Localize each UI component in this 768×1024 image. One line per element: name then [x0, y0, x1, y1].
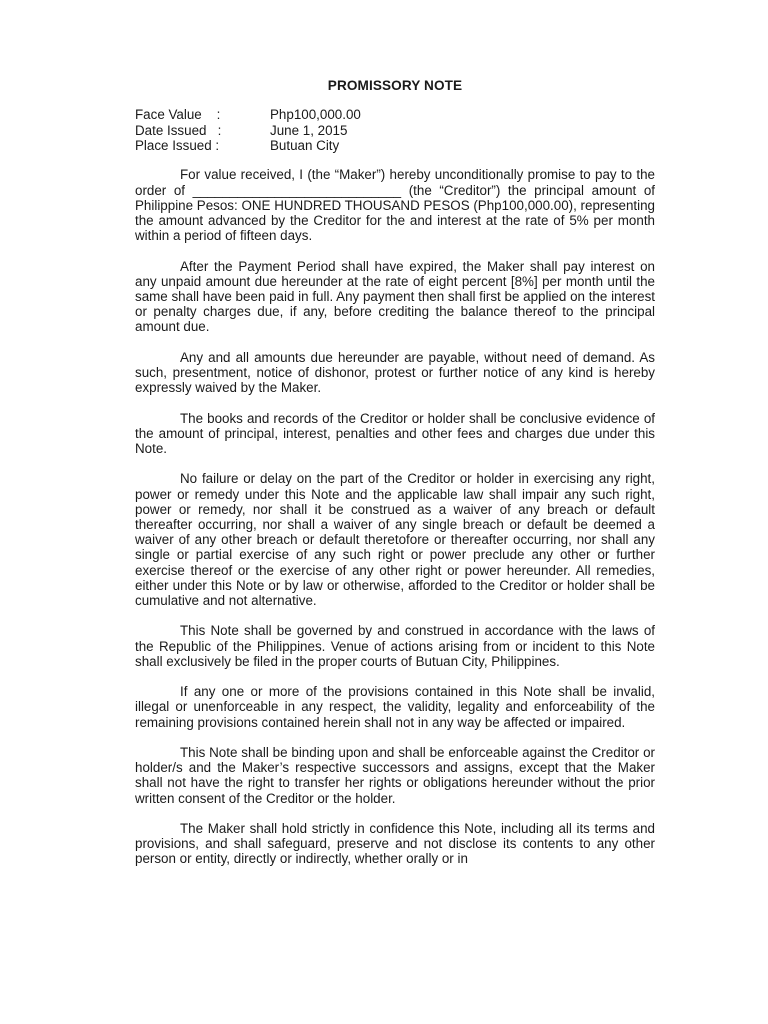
place-issued-row	[135, 138, 655, 153]
paragraph-no-waiver: No failure or delay on the part of the Creditor or holder in exercising any right, power or remedy under this Note and the applicable law shall impair any such right, power or remedy, nor shall it be construed as a waiver of any breach or default thereafter occurring, nor shall a waiver of any single breach or default be deemed a waiver of any other breach or default theretofore or thereafter occurring, nor shall any single or partial exercise of any such right or power preclude any other or further exercise thereof or the exercise of any other right or power hereunder. All remedies, either under this Note or by law or otherwise, afforded to the Creditor or holder shall be cumulative and not alternative.	[135, 471, 655, 608]
document-page	[135, 78, 655, 882]
face-value-row	[135, 107, 655, 122]
paragraph-records: The books and records of the Creditor or holder shall be conclusive evidence of the amount of principal, interest, penalties and other fees and charges due under this Note.	[135, 410, 655, 456]
paragraph-successors: This Note shall be binding upon and shall be enforceable against the Creditor or holder/s and the Maker’s respective successors and assigns, except that the Maker shall not have the right to transfer her rights or obligations hereunder without the prior written consent of the Creditor or the holder.	[135, 744, 655, 806]
place-issued-value: Butuan City	[270, 137, 340, 153]
paragraph-confidentiality: The Maker shall hold strictly in confidence this Note, including all its terms and provisions, and shall safeguard, preserve and not disclose its contents to any other person or entity, directly or indirectly, whether orally or in	[135, 820, 655, 867]
paragraph-penalty-interest: After the Payment Period shall have expired, the Maker shall pay interest on any unpaid amount due hereunder at the rate of eight percent [8%] per month until the same shall have been paid in full. Any payment then shall first be applied on the interest or penalty charges due, if any, before crediting the balance thereof to the principal amount due.	[135, 258, 655, 335]
date-issued-row	[135, 123, 655, 138]
face-value-label: Face Value :	[135, 107, 221, 123]
place-issued-label: Place Issued :	[135, 137, 220, 153]
paragraph-promise: For value received, I (the “Maker”) hereby unconditionally promise to pay to the order of ____________________________ (the “Creditor”) the principal amount of Philippine Pesos: ONE HUNDRED THOUSAND PESOS (Php100,000.00), representing the amount advanced by the Creditor for the and interest at the rate of 5% per month within a period of fifteen days.	[135, 167, 655, 244]
face-value-value: Php100,000.00	[270, 107, 361, 123]
document-title: PROMISSORY NOTE	[327, 78, 463, 93]
date-issued-value: June 1, 2015	[270, 122, 348, 138]
date-issued-label: Date Issued :	[135, 122, 222, 138]
paragraph-severability: If any one or more of the provisions contained in this Note shall be invalid, illegal or unenforceable in any respect, the validity, legality and enforceability of the remaining provisions contained herein shall not in any way be affected or impaired.	[135, 684, 655, 730]
paragraph-waiver-of-demand: Any and all amounts due hereunder are payable, without need of demand. As such, presentment, notice of dishonor, protest or further notice of any kind is hereby expressly waived by the Maker.	[135, 349, 655, 396]
note-details	[135, 107, 655, 153]
paragraph-governing-law: This Note shall be governed by and construed in accordance with the laws of the Republic of the Philippines. Venue of actions arising from or incident to this Note shall exclusively be filed in the proper courts of Butuan City, Philippines.	[135, 623, 655, 669]
